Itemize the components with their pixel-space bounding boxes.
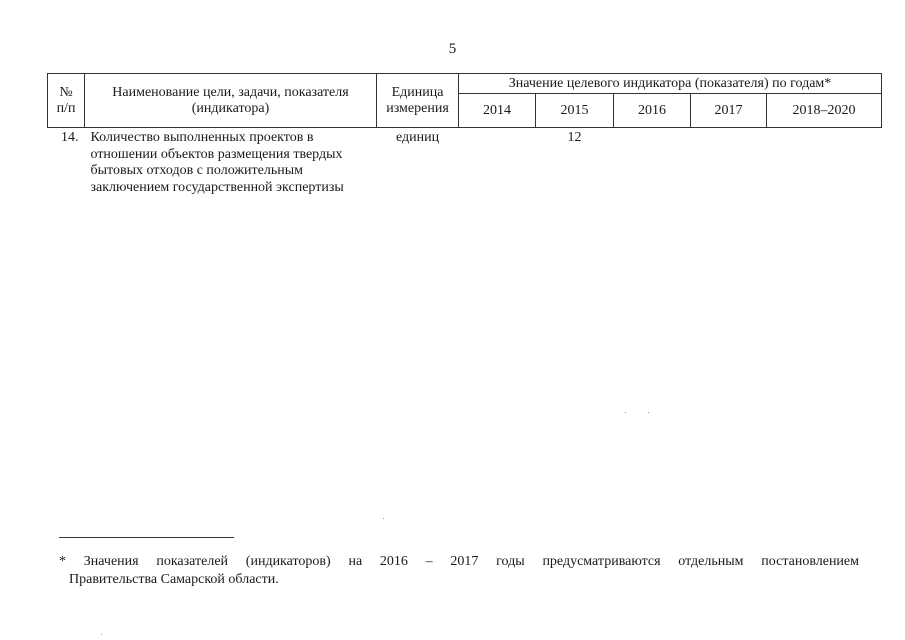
row-value-2016 <box>614 128 691 197</box>
footnote <box>59 553 859 589</box>
footnote-line-1: * Значения показателей (индикаторов) на 2016 – 2017 годы предусматриваются отдельным постановлением <box>59 554 859 569</box>
row-value-2014 <box>459 128 536 197</box>
footnote-separator <box>59 537 234 538</box>
page-number: 5 <box>448 41 457 57</box>
header-year-2016: 2016 <box>614 94 691 128</box>
header-year-2017: 2017 <box>691 94 767 128</box>
header-values-group: Значение целевого индикатора (показателя) по годам* <box>459 74 882 94</box>
row-name: Количество выполненных проектов в отношении объектов размещения твердых бытовых отходов с положительным заключением государственной экспертизы <box>90 130 344 195</box>
scan-speck <box>625 412 626 413</box>
scan-speck <box>101 634 102 635</box>
header-year-2015: 2015 <box>536 94 614 128</box>
row-num: 14. <box>61 130 79 145</box>
header-year-2018-2020: 2018–2020 <box>767 94 882 128</box>
header-row-group <box>48 74 882 94</box>
row-value-2015: 12 <box>567 130 582 145</box>
header-unit: Единица измерения <box>377 74 459 128</box>
header-num: № п/п <box>48 74 85 128</box>
scan-speck <box>383 518 384 519</box>
header-year-2014: 2014 <box>459 94 536 128</box>
table-row <box>48 128 882 197</box>
row-unit: единиц <box>395 130 440 145</box>
header-name: Наименование цели, задачи, показателя (индикатора) <box>85 74 377 128</box>
footnote-line-2: Правительства Самарской области. <box>69 572 279 587</box>
scan-speck <box>648 412 649 413</box>
row-value-2017 <box>691 128 767 197</box>
row-value-2018-2020 <box>767 128 882 197</box>
indicators-table <box>47 73 882 196</box>
